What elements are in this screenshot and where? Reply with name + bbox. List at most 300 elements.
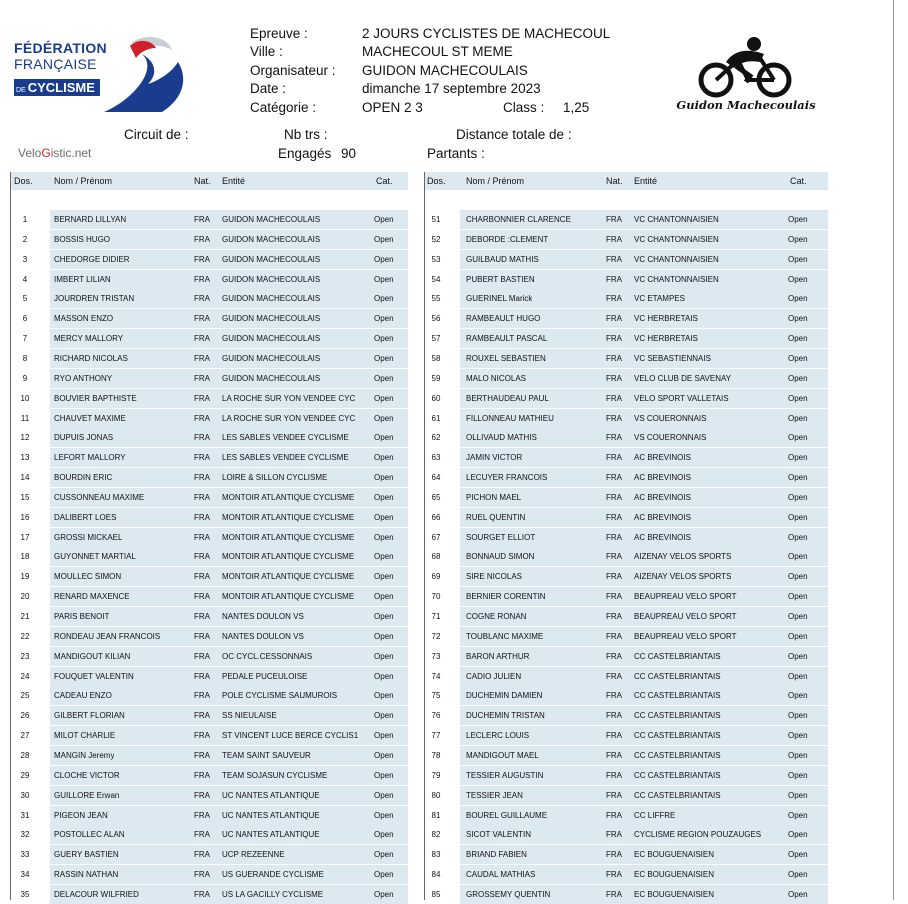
table-row <box>424 528 828 547</box>
table-row <box>10 230 408 249</box>
cell-entite: LA ROCHE SUR YON VENDEE CYC <box>222 413 356 423</box>
cell-cat: Open <box>374 353 394 363</box>
cell-dos: 5 <box>22 294 28 304</box>
cell-entite: EC BOUGUENAISIEN <box>634 850 715 860</box>
cell-nat: FRA <box>606 512 622 522</box>
cell-dos: 73 <box>431 651 441 661</box>
cell-cat: Open <box>788 433 808 443</box>
cell-nom: TOUBLANC MAXIME <box>466 631 544 641</box>
right-header-dos: Dos. <box>427 176 446 186</box>
cell-nom: RYO ANTHONY <box>54 373 113 383</box>
table-row <box>424 806 828 825</box>
cell-cat: Open <box>788 750 808 760</box>
categorie-label: Catégorie : <box>250 100 317 115</box>
cell-nom: COGNE RONAN <box>466 612 527 621</box>
cell-dos: 3 <box>22 254 28 264</box>
cell-nat: FRA <box>606 592 622 602</box>
cell-cat: Open <box>788 691 808 701</box>
cell-nom: TESSIER JEAN <box>466 790 523 800</box>
cell-cat: Open <box>788 671 808 681</box>
cell-cat: Open <box>788 850 808 860</box>
cyclist-icon <box>676 36 816 98</box>
cell-nat: FRA <box>194 612 210 621</box>
cell-dos: 77 <box>431 731 441 741</box>
cell-nom: RAMBEAULT PASCAL <box>466 334 548 344</box>
circuit-label: Circuit de : <box>124 127 189 142</box>
cell-nom: CHAUVET MAXIME <box>54 413 126 423</box>
table-row <box>10 508 408 527</box>
table-row <box>10 766 408 785</box>
cell-cat: Open <box>374 552 394 562</box>
cell-entite: SS NIEULAISE <box>222 711 277 721</box>
cell-nat: FRA <box>194 353 210 363</box>
table-row <box>424 607 828 626</box>
cell-entite: CC CASTELBRIANTAIS <box>634 731 721 741</box>
cell-nat: FRA <box>194 215 210 224</box>
cell-dos: 32 <box>20 830 30 840</box>
cell-entite: CC CASTELBRIANTAIS <box>634 711 721 721</box>
cell-cat: Open <box>788 512 808 522</box>
cell-nat: FRA <box>606 631 622 641</box>
cell-nom: GUERY BASTIEN <box>54 850 119 860</box>
guidon-logo-text: Guidon Machecoulais <box>676 98 816 112</box>
cell-nat: FRA <box>194 592 210 602</box>
cell-nat: FRA <box>606 770 622 780</box>
cell-dos: 16 <box>20 512 30 522</box>
table-row <box>424 686 828 705</box>
cell-entite: UC NANTES ATLANTIQUE <box>222 790 320 800</box>
cell-entite: GUIDON MACHECOULAIS <box>222 294 321 304</box>
cell-dos: 2 <box>22 234 28 244</box>
table-row <box>424 349 828 368</box>
cell-cat: Open <box>788 492 808 502</box>
cell-dos: 74 <box>431 671 441 681</box>
cell-cat: Open <box>788 870 808 880</box>
cell-dos: 13 <box>20 453 30 463</box>
left-header-entite: Entité <box>222 176 246 186</box>
cell-dos: 14 <box>20 473 30 483</box>
cell-dos: 9 <box>22 373 28 383</box>
ffc-logo-cyclisme: CYCLISME <box>27 80 95 95</box>
cell-cat: Open <box>788 294 808 304</box>
cell-dos: 78 <box>431 750 441 760</box>
table-row <box>424 647 828 666</box>
cell-entite: EC BOUGUENAISIEN <box>634 889 715 899</box>
cell-nom: SOURGET ELLIOT <box>466 532 536 542</box>
cell-entite: BEAUPREAU VELO SPORT <box>634 592 737 602</box>
cell-cat: Open <box>788 830 808 840</box>
cell-cat: Open <box>788 353 808 363</box>
cell-dos: 53 <box>431 254 441 264</box>
cell-cat: Open <box>788 790 808 800</box>
cell-nat: FRA <box>606 612 622 621</box>
cell-entite: GUIDON MACHECOULAIS <box>222 373 321 383</box>
velogistic-part-c: istic.net <box>50 146 92 160</box>
left-header-dos: Dos. <box>14 176 33 186</box>
date-label: Date : <box>250 81 287 96</box>
cell-nom: BOSSIS HUGO <box>54 234 111 244</box>
table-row <box>10 369 408 388</box>
cell-nat: FRA <box>194 433 210 443</box>
cell-dos: 79 <box>431 770 441 780</box>
cell-entite: GUIDON MACHECOULAIS <box>222 254 321 264</box>
cell-cat: Open <box>788 373 808 383</box>
ffc-logo-line1: FÉDÉRATION <box>14 40 107 56</box>
cell-dos: 15 <box>20 492 30 502</box>
cell-dos: 55 <box>431 294 441 304</box>
cell-cat: Open <box>788 274 808 284</box>
cell-entite: MONTOIR ATLANTIQUE CYCLISME <box>222 492 355 502</box>
table-row <box>10 329 408 348</box>
cell-entite: PEDALE PUCEULOISE <box>222 671 308 681</box>
cell-cat: Open <box>374 215 394 224</box>
velogistic-part-a: Velo <box>18 146 42 160</box>
cell-dos: 65 <box>431 492 441 502</box>
table-row <box>424 270 828 289</box>
cell-dos: 34 <box>20 870 30 880</box>
cell-dos: 59 <box>431 373 441 383</box>
cell-entite: US LA GACILLY CYCLISME <box>222 889 324 899</box>
table-row <box>10 270 408 289</box>
cell-nom: BOUREL GUILLAUME <box>466 810 548 820</box>
cell-nat: FRA <box>606 413 622 423</box>
table-row <box>10 409 408 428</box>
cell-entite: MONTOIR ATLANTIQUE CYCLISME <box>222 552 355 562</box>
cell-nat: FRA <box>606 473 622 483</box>
table-row <box>424 667 828 686</box>
cell-dos: 56 <box>431 314 441 324</box>
page-right-border <box>893 0 894 900</box>
table-row <box>424 627 828 646</box>
cell-nom: CUSSONNEAU MAXIME <box>54 492 145 502</box>
ffc-swoosh-icon <box>102 28 194 114</box>
table-row <box>10 845 408 864</box>
cell-nat: FRA <box>606 850 622 860</box>
cell-cat: Open <box>788 612 808 621</box>
cell-nat: FRA <box>606 254 622 264</box>
table-row <box>10 389 408 408</box>
date-value: dimanche 17 septembre 2023 <box>362 81 541 96</box>
cell-nat: FRA <box>606 234 622 244</box>
cell-dos: 12 <box>20 433 30 443</box>
cell-entite: VC CHANTONNAISIEN <box>634 274 719 284</box>
cell-entite: ST VINCENT LUCE BERCE CYCLIS1 <box>222 731 359 741</box>
cell-nom: GROSSI MICKAEL <box>54 532 123 542</box>
cell-nom: PIGEON JEAN <box>54 810 108 820</box>
right-header-cat: Cat. <box>790 176 807 186</box>
cell-entite: AC BREVINOIS <box>634 512 691 522</box>
cell-nom: LEFORT MALLORY <box>54 453 126 463</box>
ffc-logo-line3 <box>14 79 100 96</box>
cell-nat: FRA <box>606 453 622 463</box>
cell-cat: Open <box>788 413 808 423</box>
cell-cat: Open <box>374 671 394 681</box>
table-row <box>10 448 408 467</box>
table-row <box>424 389 828 408</box>
cell-cat: Open <box>788 234 808 244</box>
cell-dos: 33 <box>20 850 30 860</box>
cell-cat: Open <box>374 234 394 244</box>
partants-label: Partants : <box>427 146 485 161</box>
engages-label: Engagés <box>278 146 332 161</box>
cell-dos: 83 <box>431 850 441 860</box>
cell-dos: 11 <box>20 413 30 423</box>
cell-nom: RASSIN NATHAN <box>54 870 119 880</box>
table-row <box>424 587 828 606</box>
cell-entite: CYCLISME REGION POUZAUGES <box>634 830 762 840</box>
cell-entite: CC CASTELBRIANTAIS <box>634 671 721 681</box>
cell-nat: FRA <box>606 552 622 562</box>
cell-entite: AC BREVINOIS <box>634 492 691 502</box>
class-label: Class : <box>503 100 545 115</box>
cell-cat: Open <box>788 572 808 582</box>
table-row <box>424 289 828 308</box>
table-row <box>10 587 408 606</box>
cell-nom: MALO NICOLAS <box>466 373 527 383</box>
velogistic-part-b: G <box>41 146 51 160</box>
cell-nom: GUILLORE Erwan <box>54 790 120 800</box>
table-row <box>10 885 408 904</box>
cell-dos: 6 <box>22 314 28 324</box>
cell-entite: BEAUPREAU VELO SPORT <box>634 612 737 621</box>
cell-cat: Open <box>374 612 394 621</box>
cell-nom: BERNARD LILLYAN <box>54 215 127 224</box>
cell-dos: 63 <box>431 453 441 463</box>
cell-dos: 52 <box>431 234 441 244</box>
cell-dos: 26 <box>20 711 30 721</box>
cell-entite: NANTES DOULON VS <box>222 631 304 641</box>
cell-cat: Open <box>788 592 808 602</box>
cell-entite: GUIDON MACHECOULAIS <box>222 234 321 244</box>
cell-entite: GUIDON MACHECOULAIS <box>222 334 321 344</box>
cell-entite: AC BREVINOIS <box>634 453 691 463</box>
cell-entite: AC BREVINOIS <box>634 473 691 483</box>
table-row <box>10 647 408 666</box>
cell-entite: CC CASTELBRIANTAIS <box>634 790 721 800</box>
cell-nom: JOURDREN TRISTAN <box>54 294 135 304</box>
cell-dos: 21 <box>20 612 30 621</box>
right-header-nat: Nat. <box>606 176 623 186</box>
table-row <box>10 627 408 646</box>
cell-entite: EC BOUGUENAISIEN <box>634 870 715 880</box>
table-row <box>424 230 828 249</box>
cell-cat: Open <box>788 810 808 820</box>
cell-entite: CC LIFFRE <box>634 810 676 820</box>
table-row <box>10 309 408 328</box>
cell-entite: VC SEBASTIENNAIS <box>634 353 711 363</box>
ffc-logo-line2: FRANÇAISE <box>14 56 97 72</box>
cell-dos: 54 <box>431 274 441 284</box>
cell-entite: GUIDON MACHECOULAIS <box>222 274 321 284</box>
left-header-nom: Nom / Prénom <box>54 176 113 186</box>
cell-nat: FRA <box>194 810 210 820</box>
cell-dos: 70 <box>431 592 441 602</box>
cell-dos: 27 <box>20 731 30 741</box>
cell-entite: AC BREVINOIS <box>634 532 691 542</box>
cell-nom: RAMBEAULT HUGO <box>466 314 541 324</box>
left-header-nat: Nat. <box>194 176 211 186</box>
cell-nom: IMBERT LILIAN <box>54 274 111 284</box>
cell-cat: Open <box>374 453 394 463</box>
cell-nat: FRA <box>194 770 210 780</box>
table-row <box>10 250 408 269</box>
cell-nom: MASSON ENZO <box>54 314 114 324</box>
distance-label: Distance totale de : <box>456 127 572 142</box>
cell-nom: JAMIN VICTOR <box>466 453 523 463</box>
table-row <box>424 865 828 884</box>
cell-nat: FRA <box>194 334 210 344</box>
cell-nom: LECLERC LOUIS <box>466 731 530 741</box>
cell-cat: Open <box>374 294 394 304</box>
cell-cat: Open <box>374 334 394 344</box>
cell-nom: GUILBAUD MATHIS <box>466 254 539 264</box>
cell-cat: Open <box>788 532 808 542</box>
cell-nat: FRA <box>194 631 210 641</box>
cell-cat: Open <box>788 711 808 721</box>
cell-nom: RUEL QUENTIN <box>466 512 526 522</box>
cell-dos: 71 <box>431 612 441 621</box>
cell-dos: 84 <box>431 870 441 880</box>
cell-entite: LES SABLES VENDEE CYCLISME <box>222 453 349 463</box>
cell-cat: Open <box>374 830 394 840</box>
cell-nat: FRA <box>194 492 210 502</box>
cell-dos: 10 <box>20 393 30 403</box>
cell-nat: FRA <box>194 870 210 880</box>
table-row <box>424 825 828 844</box>
categorie-value: OPEN 2 3 <box>362 100 423 115</box>
cell-nom: CADEAU ENZO <box>54 691 112 701</box>
organisateur-value: GUIDON MACHECOULAIS <box>362 63 528 78</box>
cell-entite: UC NANTES ATLANTIQUE <box>222 810 320 820</box>
cell-nat: FRA <box>194 234 210 244</box>
cell-entite: BEAUPREAU VELO SPORT <box>634 631 737 641</box>
cell-nom: GILBERT FLORIAN <box>54 711 125 721</box>
cell-entite: GUIDON MACHECOULAIS <box>222 353 321 363</box>
cell-nom: MANDIGOUT MAEL <box>466 750 539 760</box>
cell-entite: LOIRE & SILLON CYCLISME <box>222 473 328 483</box>
cell-entite: VC CHANTONNAISIEN <box>634 215 719 224</box>
cell-dos: 20 <box>20 592 30 602</box>
cell-cat: Open <box>788 393 808 403</box>
cell-cat: Open <box>374 373 394 383</box>
table-row <box>424 726 828 745</box>
cell-nat: FRA <box>194 274 210 284</box>
table-row <box>424 786 828 805</box>
cell-nat: FRA <box>194 572 210 582</box>
cell-nat: FRA <box>194 294 210 304</box>
table-row <box>424 567 828 586</box>
table-row <box>424 508 828 527</box>
cell-entite: POLE CYCLISME SAUMUROIS <box>222 691 338 701</box>
right-header-entite: Entité <box>634 176 658 186</box>
table-row <box>10 210 408 229</box>
cell-nat: FRA <box>606 830 622 840</box>
cell-cat: Open <box>788 215 808 224</box>
cell-dos: 60 <box>431 393 441 403</box>
table-row <box>10 726 408 745</box>
cell-nat: FRA <box>606 750 622 760</box>
ffc-logo-de: DE <box>16 87 26 94</box>
table-row <box>10 488 408 507</box>
cell-nat: FRA <box>194 731 210 741</box>
cell-cat: Open <box>374 870 394 880</box>
cell-nat: FRA <box>606 393 622 403</box>
class-value: 1,25 <box>563 100 590 115</box>
cell-nat: FRA <box>194 453 210 463</box>
cell-cat: Open <box>374 731 394 741</box>
table-row <box>424 468 828 487</box>
cell-dos: 64 <box>431 473 441 483</box>
cell-entite: VC HERBRETAIS <box>634 314 698 324</box>
cell-dos: 25 <box>20 691 30 701</box>
cell-entite: VS COUERONNAIS <box>634 433 707 443</box>
cell-cat: Open <box>788 473 808 483</box>
cell-nat: FRA <box>194 532 210 542</box>
epreuve-label: Epreuve : <box>250 26 308 41</box>
cell-nat: FRA <box>194 413 210 423</box>
cell-cat: Open <box>374 651 394 661</box>
cell-cat: Open <box>374 274 394 284</box>
cell-cat: Open <box>788 631 808 641</box>
table-row <box>10 686 408 705</box>
cell-dos: 18 <box>20 552 30 562</box>
cell-nom: FILLONNEAU MATHIEU <box>466 413 554 423</box>
cell-nat: FRA <box>194 393 210 403</box>
cell-nom: CLOCHE VICTOR <box>54 770 120 780</box>
cell-dos: 58 <box>431 353 441 363</box>
guidon-logo <box>676 36 816 120</box>
right-header-nom: Nom / Prénom <box>466 176 525 186</box>
cell-nom: POSTOLLEC ALAN <box>54 830 125 840</box>
cell-dos: 68 <box>431 552 441 562</box>
cell-nom: MERCY MALLORY <box>54 334 124 344</box>
cell-entite: OC CYCL.CESSONNAIS <box>222 651 313 661</box>
cell-nom: DUCHEMIN DAMIEN <box>466 691 543 701</box>
table-row <box>10 607 408 626</box>
cell-cat: Open <box>788 334 808 344</box>
cell-entite: AIZENAY VELOS SPORTS <box>634 572 732 582</box>
cell-nom: MILOT CHARLIE <box>54 731 116 741</box>
cell-nom: DUPUIS JONAS <box>54 433 114 443</box>
cell-nat: FRA <box>194 691 210 701</box>
velogistic-link[interactable] <box>18 146 91 160</box>
cell-dos: 67 <box>431 532 441 542</box>
left-header-cat: Cat. <box>376 176 393 186</box>
cell-entite: VS COUERONNAIS <box>634 413 707 423</box>
cell-nom: DELACOUR WILFRIED <box>54 889 139 899</box>
cell-nat: FRA <box>606 532 622 542</box>
table-row <box>424 547 828 566</box>
cell-nom: PICHON MAEL <box>466 492 522 502</box>
cell-cat: Open <box>374 631 394 641</box>
cell-entite: CC CASTELBRIANTAIS <box>634 691 721 701</box>
cell-nat: FRA <box>194 314 210 324</box>
nb-trs-label: Nb trs : <box>284 127 328 142</box>
cell-cat: Open <box>788 552 808 562</box>
cell-nom: GROSSEMY QUENTIN <box>466 889 551 899</box>
cell-nat: FRA <box>194 473 210 483</box>
cell-cat: Open <box>374 314 394 324</box>
cell-nom: GUYONNET MARTIAL <box>54 552 136 562</box>
cell-dos: 80 <box>431 790 441 800</box>
cell-dos: 17 <box>20 532 30 542</box>
table-row <box>10 825 408 844</box>
cell-nat: FRA <box>194 830 210 840</box>
cell-entite: GUIDON MACHECOULAIS <box>222 215 321 224</box>
cell-nom: CADIO JULIEN <box>466 671 522 681</box>
cell-cat: Open <box>788 453 808 463</box>
table-row <box>10 547 408 566</box>
